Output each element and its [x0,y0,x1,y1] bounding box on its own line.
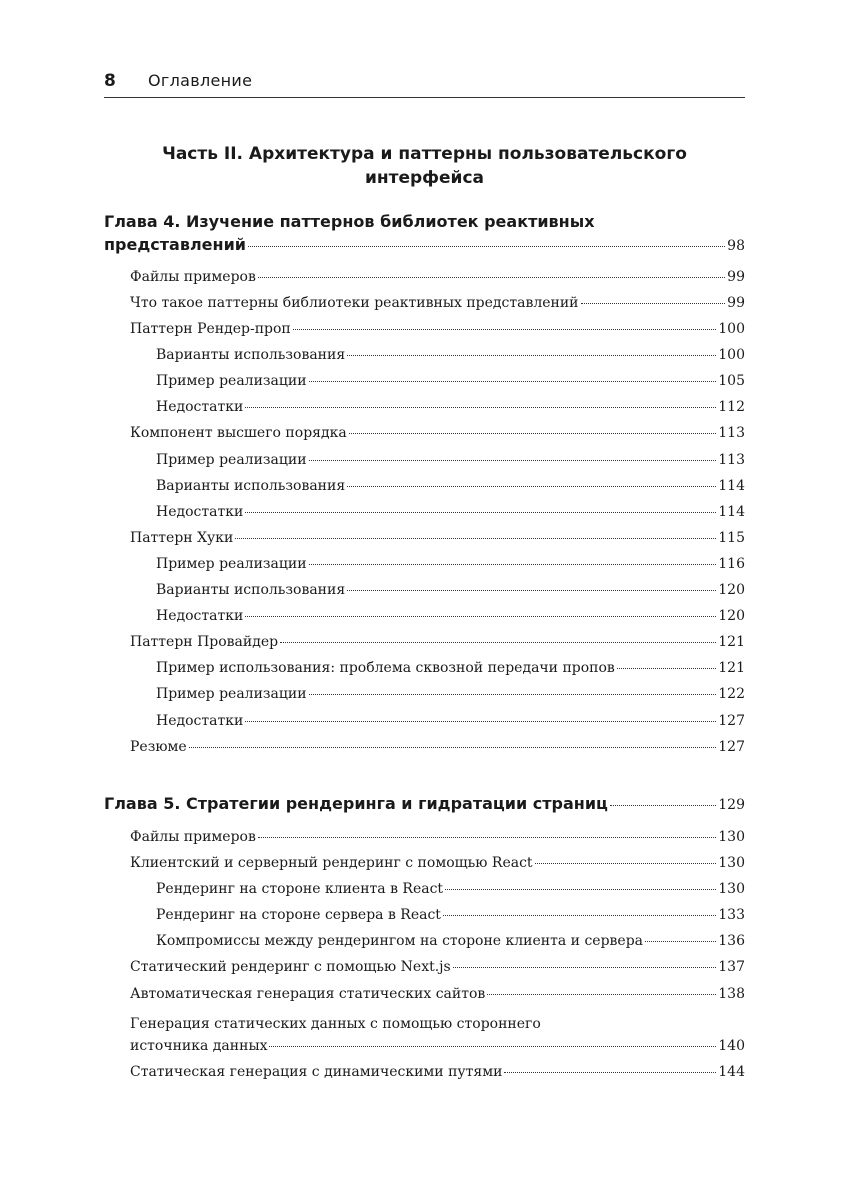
toc-entry-page: 100 [718,321,745,337]
leader-dots [453,967,717,968]
toc-entry[interactable] [130,295,745,317]
leader-dots [245,721,716,722]
toc-entry-label: Компромиссы между рендерингом на стороне клиента и сервера [156,933,644,949]
toc-entry-label: Пример использования: проблема сквозной передачи пропов [156,660,615,676]
leader-dots [309,564,717,565]
toc-subentry[interactable] [156,686,745,708]
toc-entry-label: Резюме [130,739,187,755]
toc-entry-label: Файлы примеров [130,269,256,285]
toc-entry-page: 130 [718,881,745,897]
toc-entry-page: 120 [718,608,745,624]
chapter-4-page: 98 [727,238,745,254]
toc-entry-label: Недостатки [156,504,244,520]
toc-entry-first-line[interactable] [130,1016,745,1038]
toc-subentry[interactable] [156,478,745,500]
toc-subentry[interactable] [156,504,745,526]
toc-subentry[interactable] [156,582,745,604]
toc-subentry[interactable] [156,556,745,578]
toc-entry-label: Пример реализации [156,556,307,572]
toc-subentry[interactable] [156,608,745,630]
chapter-4-heading[interactable] [104,210,745,234]
toc-entry-page: 99 [727,295,745,311]
toc-subentry[interactable] [156,347,745,369]
toc-entry-page: 114 [718,504,745,520]
toc-entry-page: 136 [718,933,745,949]
part-title-line-1: Часть II. Архитектура и паттерны пользовательского [162,144,687,164]
leader-dots [245,616,716,617]
chapter-4-title-line-1: Глава 4. Изучение паттернов библиотек реактивных [104,212,595,231]
toc-entry[interactable] [130,269,745,291]
toc-entry[interactable] [130,986,745,1008]
chapter-4-title-row[interactable] [104,235,745,259]
toc-entry-label: Паттерн Рендер-проп [130,321,291,337]
leader-dots [248,246,725,247]
page-number: 8 [104,71,116,91]
toc-entry-label: Пример реализации [156,686,307,702]
toc-entry-page: 121 [718,660,745,676]
toc-entry-page: 112 [718,399,745,415]
toc-entry-page: 120 [718,582,745,598]
toc-subentry[interactable] [156,373,745,395]
toc-entry-page: 130 [718,829,745,845]
toc-entry-label: Генерация статических данных с помощью стороннего [130,1016,541,1032]
leader-dots [445,889,716,890]
toc-entry-page: 122 [718,686,745,702]
leader-dots [347,590,716,591]
toc-entry-label: Статическая генерация с динамическими путями [130,1064,503,1080]
leader-dots [280,642,716,643]
leader-dots [347,355,716,356]
toc-entry-label: Варианты использования [156,478,346,494]
chapter-5-heading[interactable] [104,794,745,818]
leader-dots [347,486,716,487]
leader-dots [189,747,717,748]
toc-entry-page: 115 [718,530,745,546]
toc-subentry[interactable] [156,660,745,682]
toc-entry-label: Паттерн Хуки [130,530,234,546]
leader-dots [309,694,717,695]
chapter-5-page: 129 [718,797,745,813]
toc-entry-label: Клиентский и серверный рендеринг с помощью React [130,855,533,871]
toc-entry[interactable] [130,1038,745,1060]
leader-dots [235,538,716,539]
leader-dots [443,915,716,916]
toc-subentry[interactable] [156,907,745,929]
toc-entry[interactable] [130,739,745,761]
leader-dots [309,381,717,382]
toc-entry-page: 105 [718,373,745,389]
toc-entry[interactable] [130,855,745,877]
toc-entry-label: Рендеринг на стороне сервера в React [156,907,441,923]
toc-entry-page: 127 [718,713,745,729]
leader-dots [610,805,716,806]
toc-entry-label: Статический рендеринг с помощью Next.js [130,959,451,975]
toc-entry-label: Недостатки [156,399,244,415]
leader-dots [269,1046,716,1047]
part-title-line-2: интерфейса [364,168,485,188]
toc-entry-page: 130 [718,855,745,871]
toc-entry-label: Паттерн Провайдер [130,634,279,650]
toc-entry-label-line-2: источника данных [130,1038,268,1054]
toc-entry-label: Пример реализации [156,373,307,389]
leader-dots [349,433,717,434]
leader-dots [645,941,716,942]
running-title: Оглавление [148,71,253,90]
toc-entry-page: 113 [718,425,745,441]
leader-dots [245,512,716,513]
toc-subentry[interactable] [156,452,745,474]
leader-dots [581,303,726,304]
toc-entry-page: 121 [718,634,745,650]
toc-entry-page: 114 [718,478,745,494]
toc-entry[interactable] [130,829,745,851]
toc-entry-label: Недостатки [156,608,244,624]
toc-entry-label: Пример реализации [156,452,307,468]
toc-entry[interactable] [130,1064,745,1086]
toc-entry-page: 100 [718,347,745,363]
toc-subentry[interactable] [156,713,745,735]
toc-entry-label: Рендеринг на стороне клиента в React [156,881,444,897]
toc-entry-page: 113 [718,452,745,468]
toc-entry[interactable] [130,425,745,447]
toc-entry[interactable] [130,530,745,552]
toc-entry-label: Что такое паттерны библиотеки реактивных представлений [130,295,579,311]
leader-dots [245,407,716,408]
toc-entry-page: 137 [718,959,745,975]
toc-entry-label: Автоматическая генерация статических сайтов [130,986,486,1002]
leader-dots [293,329,717,330]
toc-entry-label: Файлы примеров [130,829,256,845]
running-header [104,70,745,96]
toc-entry-label: Варианты использования [156,582,346,598]
toc-entry-page: 127 [718,739,745,755]
toc-entry-page: 138 [718,986,745,1002]
toc-entry[interactable] [130,959,745,981]
toc-entry-page: 99 [727,269,745,285]
toc-subentry[interactable] [156,933,745,955]
toc-entry[interactable] [130,321,745,343]
leader-dots [258,837,716,838]
toc-entry-label: Недостатки [156,713,244,729]
toc-entry-page: 116 [718,556,745,572]
toc-entry-label: Варианты использования [156,347,346,363]
leader-dots [617,668,716,669]
toc-entry[interactable] [130,634,745,656]
leader-dots [258,277,725,278]
header-rule [104,97,745,98]
leader-dots [487,994,716,995]
leader-dots [504,1072,716,1073]
toc-entry-page: 140 [718,1038,745,1054]
toc-entry-page: 133 [718,907,745,923]
toc-entry-label: Компонент высшего порядка [130,425,347,441]
part-title [104,142,745,190]
chapter-5-title: Глава 5. Стратегии рендеринга и гидратации страниц [104,794,608,813]
toc-entry-page: 144 [718,1064,745,1080]
toc-subentry[interactable] [156,881,745,903]
toc-subentry[interactable] [156,399,745,421]
chapter-4-title-line-2: представлений [104,235,247,254]
leader-dots [309,460,717,461]
leader-dots [535,863,717,864]
